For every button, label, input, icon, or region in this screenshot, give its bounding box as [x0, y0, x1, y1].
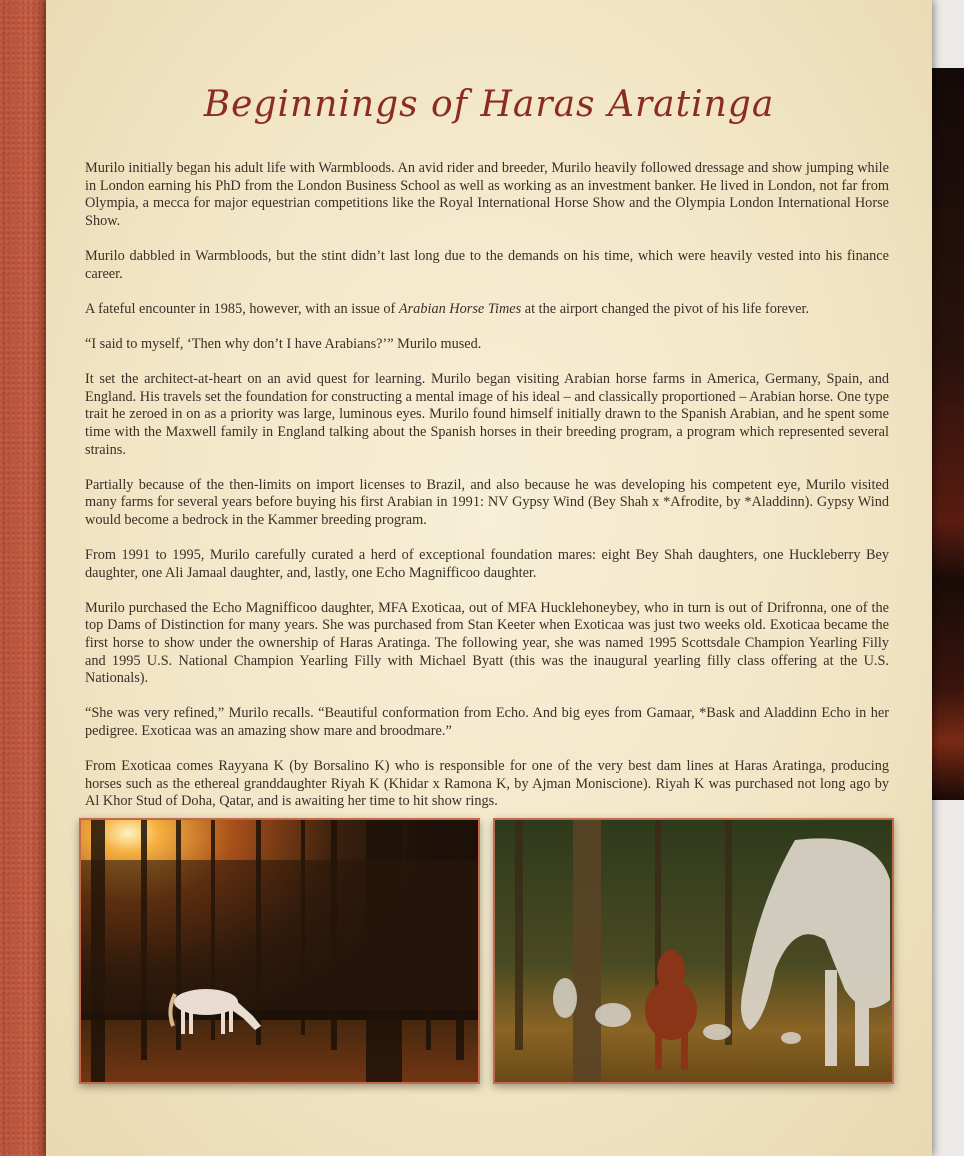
page-title: Beginnings of Haras Aratinga [203, 84, 775, 125]
paragraph: Murilo dabbled in Warmbloods, but the stint didn’t last long due to the demands on his time, which were heavily vested into his finance career. [85, 247, 889, 282]
photo-chestnut-and-grey-horses [493, 818, 894, 1084]
paragraph: Murilo purchased the Echo Magnifficoo daughter, MFA Exoticaa, out of MFA Hucklehoneybey, who in turn is out of Drifronna, one of the top Dams of Distinction for many years. She was purchased from Stan Keeter when Exoticaa was just two weeks old. Exoticaa became the first horse to show under the ownership of Haras Aratinga. The following year, she was named 1995 Scottsdale Champion Yearling Filly and 1995 U.S. National Champion Yearling Filly with Michael Byatt (this was the inaugural yearling filly class offering at the U.S. Nationals). [85, 599, 889, 687]
paragraph: From Exoticaa comes Rayyana K (by Borsalino K) who is responsible for one of the very best dam lines at Haras Aratinga, producing horses such as the ethereal granddaughter Riyah K (Khidar x Ramona K, by Ajman Moniscione). Riyah K was purchased not long ago by Al Khor Stud of Doha, Qatar, and is awaiting her time to hit show rings. [85, 758, 889, 810]
paragraph: A fateful encounter in 1985, however, with an issue of Arabian Horse Times at the airport changed the pivot of his life forever. [85, 300, 810, 317]
paragraph: Partially because of the then-limits on import licenses to Brazil, and also because he was developing his competent eye, Murilo visited many farms for several years before buying his first Arabian in 1991: NV Gypsy Wind (Bey Shah x *Afrodite, by *Aladdinn). Gypsy Wind would become a bedrock in the Kammer breeding program. [85, 476, 889, 528]
paragraph: “I said to myself, ‘Then why don’t I have Arabians?’” Murilo mused. [85, 335, 482, 352]
adjacent-page-photo-edge [928, 68, 964, 800]
paragraph: Murilo initially began his adult life with Warmbloods. An avid rider and breeder, Murilo heavily followed dressage and show jumping while in London earning his PhD from the London Business School as well as working as an investment banker. He lived in London, not far from Olympia, a mecca for major equestrian competitions like the Royal International Horse Show and the Olympia London International Horse Show. [85, 160, 889, 229]
paragraph: It set the architect-at-heart on an avid quest for learning. Murilo began visiting Arabian horse farms in America, Germany, Spain, and England. His travels set the foundation for constructing a mental image of his ideal – and classically proportioned – Arabian horse. One type trait he zeroed in on as a priority was large, luminous eyes. Murilo found himself initially drawn to the Spanish Arabian, and he spent some time with the Maxwell family in England talking about the Spanish horses in their breeding program, a program which represented several strains. [85, 371, 889, 458]
paragraph: “She was very refined,” Murilo recalls. “Beautiful conformation from Echo. And big eyes from Gamaar, *Bask and Aladdinn Echo in her pedigree. Exoticaa was an amazing show mare and broodmare.” [85, 705, 889, 739]
photo-white-horse-sunset-forest [79, 818, 480, 1084]
article-body [85, 160, 889, 829]
magazine-title: Arabian Horse Times [398, 300, 522, 317]
red-textured-edge [0, 0, 50, 1156]
paragraph: From 1991 to 1995, Murilo carefully curated a herd of exceptional foundation mares: eight Bey Shah daughters, one Huckleberry Bey daughter, one Ali Jamaal daughter, and, lastly, one Echo Magnifficoo daughter. [85, 547, 889, 581]
